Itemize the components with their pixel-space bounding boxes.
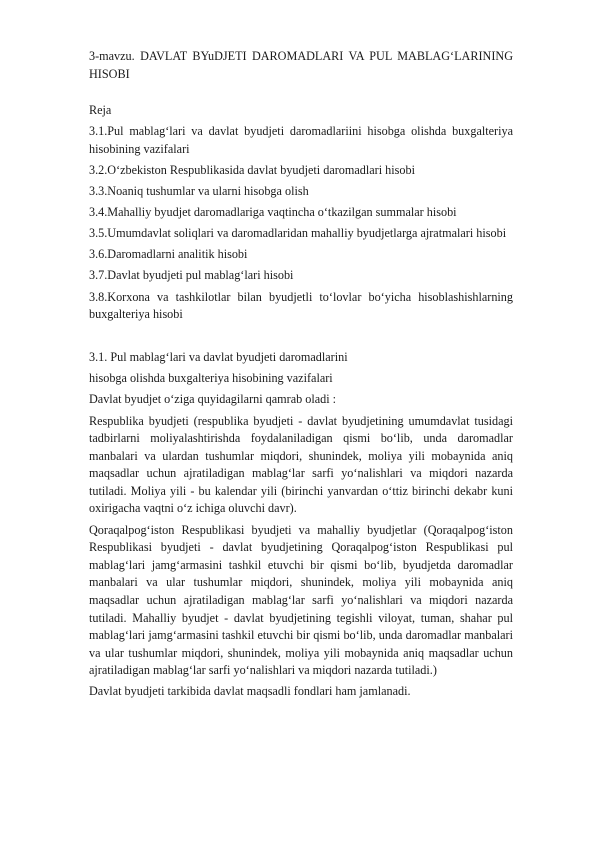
plan-item-7: 3.7.Davlat byudjeti pul mablag‘lari hisobi xyxy=(89,268,294,283)
plan-item-5: 3.5.Umumdavlat soliqlari va daromadlaridan mahalliy byudjetlarga ajratmalari hisobi xyxy=(89,226,507,241)
body-paragraph-3: Qoraqalpog‘iston Respublikasi byudjeti va mahalliy byudjetlar (Qoraqalpog‘iston Respublikasi byudjeti - davlat byudjetining Qoraqalpog‘iston Respublikasi pul mablag‘lari jamg‘armasini tashkil etuvchi bir qismi bo‘lib, byudjetda daromadlar manbalari va ular tushumlar miqdori, shunindek, moliya yili mobaynida aniq maqsadlar uchun ajratiladigan mablag‘lar sarfi yo‘nalishlari va miqdori nazarda tutiladi. Mahalliy byudjet - davlat byudjetining tegishli viloyat, tuman, shahar pul mablag‘lari jamg‘armasini tashkil etuvchi bir qismi bo‘lib, unda daromadlar manbalari va ular tushumlar miqdori, shunindek, moliya yili mobaynida aniq maqsadlar uchun ajratiladigan mablag‘lar sarfi yo‘nalishlari va miqdori nazarda tutiladi.) xyxy=(89,522,513,678)
plan-item-8: 3.8.Korxona va tashkilotlar bilan byudjetli to‘lovlar bo‘yicha hisoblashishlarning buxgalteriya hisobi xyxy=(89,289,513,322)
plan-item-6: 3.6.Daromadlarni analitik hisobi xyxy=(89,247,248,262)
plan-item-1: 3.1.Pul mablag‘lari va davlat byudjeti daromadlariini hisobga olishda buxgalteriya hisobining vazifalari xyxy=(89,124,513,156)
body-paragraph-1: Davlat byudjet o‘ziga quyidagilarni qamrab oladi : xyxy=(89,392,337,407)
spacer xyxy=(89,83,513,102)
section-heading-line-1: 3.1. Pul mablag‘lari va davlat byudjeti daromadlarini xyxy=(89,350,348,365)
spacer xyxy=(89,327,513,349)
plan-heading: Reja xyxy=(89,103,112,118)
plan-item-4: 3.4.Mahalliy byudjet daromadlariga vaqtincha o‘tkazilgan summalar hisobi xyxy=(89,205,457,220)
plan-item-3: 3.3.Noaniq tushumlar va ularni hisobga olish xyxy=(89,184,309,199)
document-title: 3-mavzu. DAVLAT BYuDJETI DAROMADLARI VA PUL MABLAG‘LARINING HISOBI xyxy=(89,49,513,81)
plan-item-2: 3.2.O‘zbekiston Respublikasida davlat byudjeti daromadlari hisobi xyxy=(89,162,415,177)
document-page xyxy=(89,48,513,705)
body-paragraph-4: Davlat byudjeti tarkibida davlat maqsadli fondlari ham jamlanadi. xyxy=(89,684,411,699)
body-paragraph-2: Respublika byudjeti (respublika byudjeti - davlat byudjetining umumdavlat tusidagi tadbirlarni moliyalashtirishda foydalaniladigan qismi bo‘lib, unda daromadlar manbalari va ulardan tushumlar miqdori, shunindek, moliya yili mobaynida aniq maqsadlar uchun ajratiladigan mablag‘lar sarfi yo‘nalishlari va miqdori nazarda tutiladi. Moliya yili - bu kalendar yili (birinchi yanvardan o‘ttiz birinchi dekabr kuni oxirigacha vaqtni o‘z ichiga oluvchi davr). xyxy=(89,413,513,516)
section-heading-line-2: hisobga olishda buxgalteriya hisobining vazifalari xyxy=(89,371,333,386)
